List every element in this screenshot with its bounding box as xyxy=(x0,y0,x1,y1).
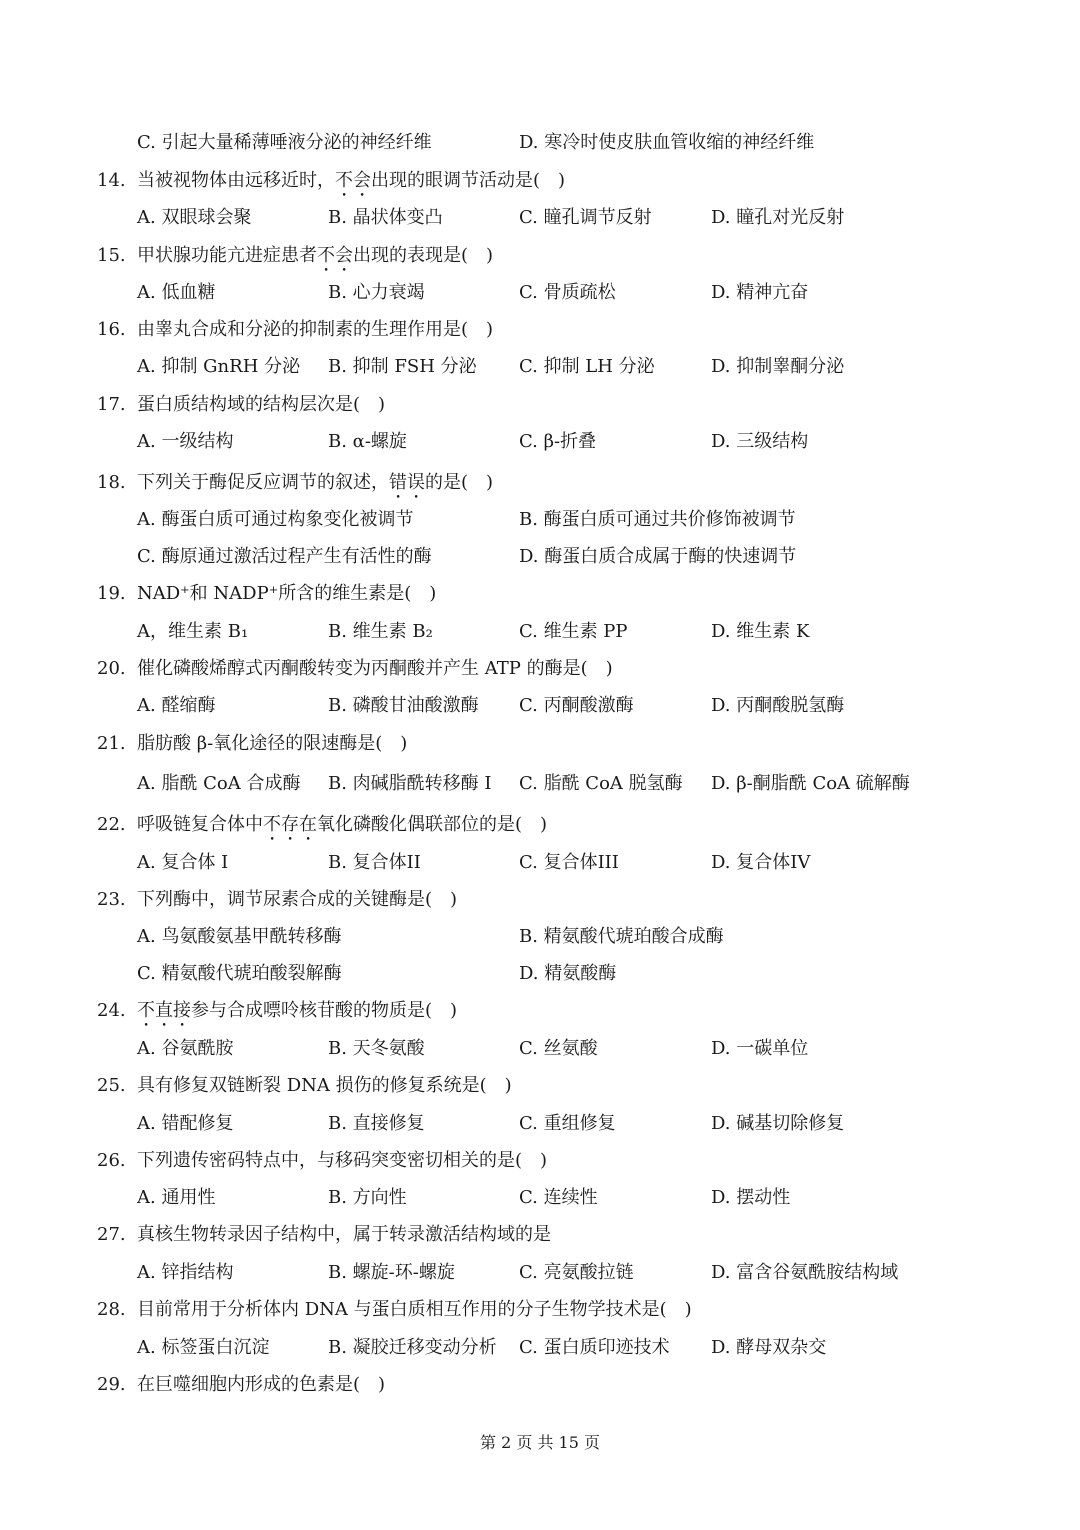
option-c: C. 骨质疏松 xyxy=(519,282,616,303)
option-c: C. 精氨酸代琥珀酸裂解酶 xyxy=(137,963,342,984)
option-d: D. 酵母双杂交 xyxy=(711,1337,827,1358)
question-stem xyxy=(137,885,457,915)
option-d: D. 富含谷氨酰胺结构域 xyxy=(711,1262,899,1283)
question-stem-row xyxy=(0,579,1080,609)
question-number: 24. xyxy=(97,1000,126,1021)
question-stem-row xyxy=(0,1146,1080,1176)
question-number: 14. xyxy=(97,170,126,191)
emphasized-text: 不会 xyxy=(335,170,371,191)
stem-text: 下列关于酶促反应调节的叙述， xyxy=(137,472,389,493)
option-a: A. 锌指结构 xyxy=(137,1262,234,1283)
option-b: B. 直接修复 xyxy=(328,1113,425,1134)
question-stem xyxy=(137,1146,547,1176)
emphasized-text: 不存在 xyxy=(263,814,317,835)
option-c: C. 复合体III xyxy=(519,852,619,873)
stem-text: NAD⁺和 NADP⁺所含的维生素是( ) xyxy=(137,583,437,604)
option-c: C. 重组修复 xyxy=(519,1113,616,1134)
question-stem xyxy=(137,996,457,1031)
option-d: D. 瞳孔对光反射 xyxy=(711,207,845,228)
question-stem-row xyxy=(0,1295,1080,1325)
option-c: C. 连续性 xyxy=(519,1187,598,1208)
options-row xyxy=(0,959,1080,989)
option-d: D. 碱基切除修复 xyxy=(711,1113,845,1134)
options-row xyxy=(0,542,1080,572)
option-a: A. 标签蛋白沉淀 xyxy=(137,1337,270,1358)
question-stem xyxy=(137,810,547,845)
option-c: C. 蛋白质印迹技术 xyxy=(519,1337,670,1358)
option-d: D. 寒冷时使皮肤血管收缩的神经纤维 xyxy=(519,132,815,153)
options-row xyxy=(0,848,1080,878)
option-d: D. 复合体IV xyxy=(711,852,811,873)
question-stem xyxy=(137,654,613,684)
emphasized-text: 错误 xyxy=(389,472,425,493)
option-d: D. 维生素 K xyxy=(711,621,810,642)
stem-text: 目前常用于分析体内 DNA 与蛋白质相互作用的分子生物学技术是( ) xyxy=(137,1299,692,1320)
option-d: D. 三级结构 xyxy=(711,431,809,452)
option-a: A. 鸟氨酸氨基甲酰转移酶 xyxy=(137,926,342,947)
question-stem-row xyxy=(0,468,1080,498)
options-row xyxy=(0,1333,1080,1363)
option-c: C. 瞳孔调节反射 xyxy=(519,207,652,228)
question-stem-row xyxy=(0,1370,1080,1400)
question-stem-row xyxy=(0,885,1080,915)
options-row xyxy=(0,617,1080,647)
option-b: B. 维生素 B₂ xyxy=(328,621,433,642)
option-d: D. 一碳单位 xyxy=(711,1038,809,1059)
options-row xyxy=(0,769,1080,799)
question-stem xyxy=(137,1071,512,1101)
option-c: C. 丙酮酸激酶 xyxy=(519,695,634,716)
option-d: D. β-酮脂酰 CoA 硫解酶 xyxy=(711,773,910,794)
option-b: B. 磷酸甘油酸激酶 xyxy=(328,695,479,716)
option-a: A. 低血糖 xyxy=(137,282,216,303)
options-row xyxy=(0,1109,1080,1139)
option-a: A. 酶蛋白质可通过构象变化被调节 xyxy=(137,509,414,530)
options-row xyxy=(0,1258,1080,1288)
option-b: B. α-螺旋 xyxy=(328,431,407,452)
options-row xyxy=(0,1183,1080,1213)
option-b: B. 螺旋-环-螺旋 xyxy=(328,1262,455,1283)
option-b: B. 肉碱脂酰转移酶 I xyxy=(328,773,492,794)
question-stem-row xyxy=(0,390,1080,420)
option-d: D. 抑制睾酮分泌 xyxy=(711,356,845,377)
question-stem-row xyxy=(0,1071,1080,1101)
option-b: B. 天冬氨酸 xyxy=(328,1038,425,1059)
option-a: A，维生素 B₁ xyxy=(137,621,249,642)
option-b: B. 方向性 xyxy=(328,1187,407,1208)
question-stem xyxy=(137,468,493,503)
option-c: C. 丝氨酸 xyxy=(519,1038,598,1059)
question-stem xyxy=(137,390,385,420)
question-number: 27. xyxy=(97,1224,126,1245)
question-stem xyxy=(137,579,436,609)
question-stem xyxy=(137,241,493,276)
emphasized-text: 不会 xyxy=(317,245,353,266)
stem-text: 氧化磷酸化偶联部位的是( ) xyxy=(317,814,548,835)
options-row xyxy=(0,691,1080,721)
stem-text: 具有修复双链断裂 DNA 损伤的修复系统是( ) xyxy=(137,1075,512,1096)
option-b: B. 凝胶迁移变动分析 xyxy=(328,1337,497,1358)
option-d: D. 丙酮酸脱氢酶 xyxy=(711,695,845,716)
question-number: 20. xyxy=(97,658,126,679)
question-stem-row xyxy=(0,315,1080,345)
stem-text: 出现的眼调节活动是( ) xyxy=(371,170,566,191)
option-a: A. 双眼球会聚 xyxy=(137,207,252,228)
option-b: B. 抑制 FSH 分泌 xyxy=(328,356,477,377)
option-b: B. 复合体II xyxy=(328,852,421,873)
question-stem xyxy=(137,1370,385,1400)
option-c: C. β-折叠 xyxy=(519,431,597,452)
question-number: 21. xyxy=(97,733,126,754)
stem-text: 的是( ) xyxy=(425,472,494,493)
question-number: 18. xyxy=(97,472,126,493)
option-c: C. 抑制 LH 分泌 xyxy=(519,356,655,377)
stem-text: 催化磷酸烯醇式丙酮酸转变为丙酮酸并产生 ATP 的酶是( ) xyxy=(137,658,613,679)
option-b: B. 晶状体变凸 xyxy=(328,207,443,228)
options-row xyxy=(0,278,1080,308)
question-stem-row xyxy=(0,1220,1080,1250)
question-number: 28. xyxy=(97,1299,126,1320)
question-number: 15. xyxy=(97,245,126,266)
option-c: C. 引起大量稀薄唾液分泌的神经纤维 xyxy=(137,132,432,153)
question-stem xyxy=(137,729,407,759)
page-footer: 第 2 页 共 15 页 xyxy=(480,1433,600,1452)
stem-text: 在巨噬细胞内形成的色素是( ) xyxy=(137,1374,386,1395)
option-a: A. 错配修复 xyxy=(137,1113,234,1134)
question-number: 25. xyxy=(97,1075,126,1096)
options-row xyxy=(0,922,1080,952)
options-row xyxy=(0,203,1080,233)
stem-text: 参与合成嘌呤核苷酸的物质是( ) xyxy=(191,1000,458,1021)
question-stem-row xyxy=(0,241,1080,271)
prev-question-options-row xyxy=(0,128,1080,158)
option-b: B. 心力衰竭 xyxy=(328,282,425,303)
options-row xyxy=(0,352,1080,382)
option-a: A. 谷氨酰胺 xyxy=(137,1038,234,1059)
stem-text: 甲状腺功能亢进症患者 xyxy=(137,245,317,266)
stem-text: 出现的表现是( ) xyxy=(353,245,494,266)
question-stem-row xyxy=(0,166,1080,196)
option-b: B. 酶蛋白质可通过共价修饰被调节 xyxy=(519,509,796,530)
stem-text: 由睾丸合成和分泌的抑制素的生理作用是( ) xyxy=(137,319,494,340)
emphasized-text: 不直接 xyxy=(137,1000,191,1021)
question-stem-row xyxy=(0,729,1080,759)
option-d: D. 摆动性 xyxy=(711,1187,791,1208)
question-stem xyxy=(137,166,565,201)
question-stem xyxy=(137,315,493,345)
option-a: A. 醛缩酶 xyxy=(137,695,216,716)
question-number: 17. xyxy=(97,394,126,415)
option-b: B. 精氨酸代琥珀酸合成酶 xyxy=(519,926,724,947)
question-number: 23. xyxy=(97,889,126,910)
question-stem-row xyxy=(0,654,1080,684)
option-d: D. 精神亢奋 xyxy=(711,282,809,303)
question-stem xyxy=(137,1295,692,1325)
option-c: C. 脂酰 CoA 脱氢酶 xyxy=(519,773,683,794)
question-stem xyxy=(137,1220,551,1250)
stem-text: 当被视物体由远移近时， xyxy=(137,170,335,191)
option-a: A. 一级结构 xyxy=(137,431,234,452)
option-c: C. 维生素 PP xyxy=(519,621,628,642)
options-row xyxy=(0,1034,1080,1064)
question-number: 22. xyxy=(97,814,126,835)
option-a: A. 抑制 GnRH 分泌 xyxy=(137,356,301,377)
option-c: C. 酶原通过激活过程产生有活性的酶 xyxy=(137,546,432,567)
option-c: C. 亮氨酸拉链 xyxy=(519,1262,634,1283)
question-stem-row xyxy=(0,810,1080,840)
option-a: A. 复合体 I xyxy=(137,852,229,873)
option-d: D. 酶蛋白质合成属于酶的快速调节 xyxy=(519,546,797,567)
stem-text: 真核生物转录因子结构中，属于转录激活结构域的是 xyxy=(137,1224,551,1245)
stem-text: 下列酶中，调节尿素合成的关键酶是( ) xyxy=(137,889,458,910)
question-stem-row xyxy=(0,996,1080,1026)
question-number: 19. xyxy=(97,583,126,604)
stem-text: 下列遗传密码特点中，与移码突变密切相关的是( ) xyxy=(137,1150,548,1171)
option-a: A. 通用性 xyxy=(137,1187,216,1208)
question-number: 26. xyxy=(97,1150,126,1171)
stem-text: 蛋白质结构域的结构层次是( ) xyxy=(137,394,386,415)
question-number: 16. xyxy=(97,319,126,340)
option-a: A. 脂酰 CoA 合成酶 xyxy=(137,773,301,794)
options-row xyxy=(0,505,1080,535)
options-row xyxy=(0,427,1080,457)
question-number: 29. xyxy=(97,1374,126,1395)
stem-text: 呼吸链复合体中 xyxy=(137,814,263,835)
option-d: D. 精氨酸酶 xyxy=(519,963,617,984)
stem-text: 脂肪酸 β-氧化途径的限速酶是( ) xyxy=(137,733,408,754)
